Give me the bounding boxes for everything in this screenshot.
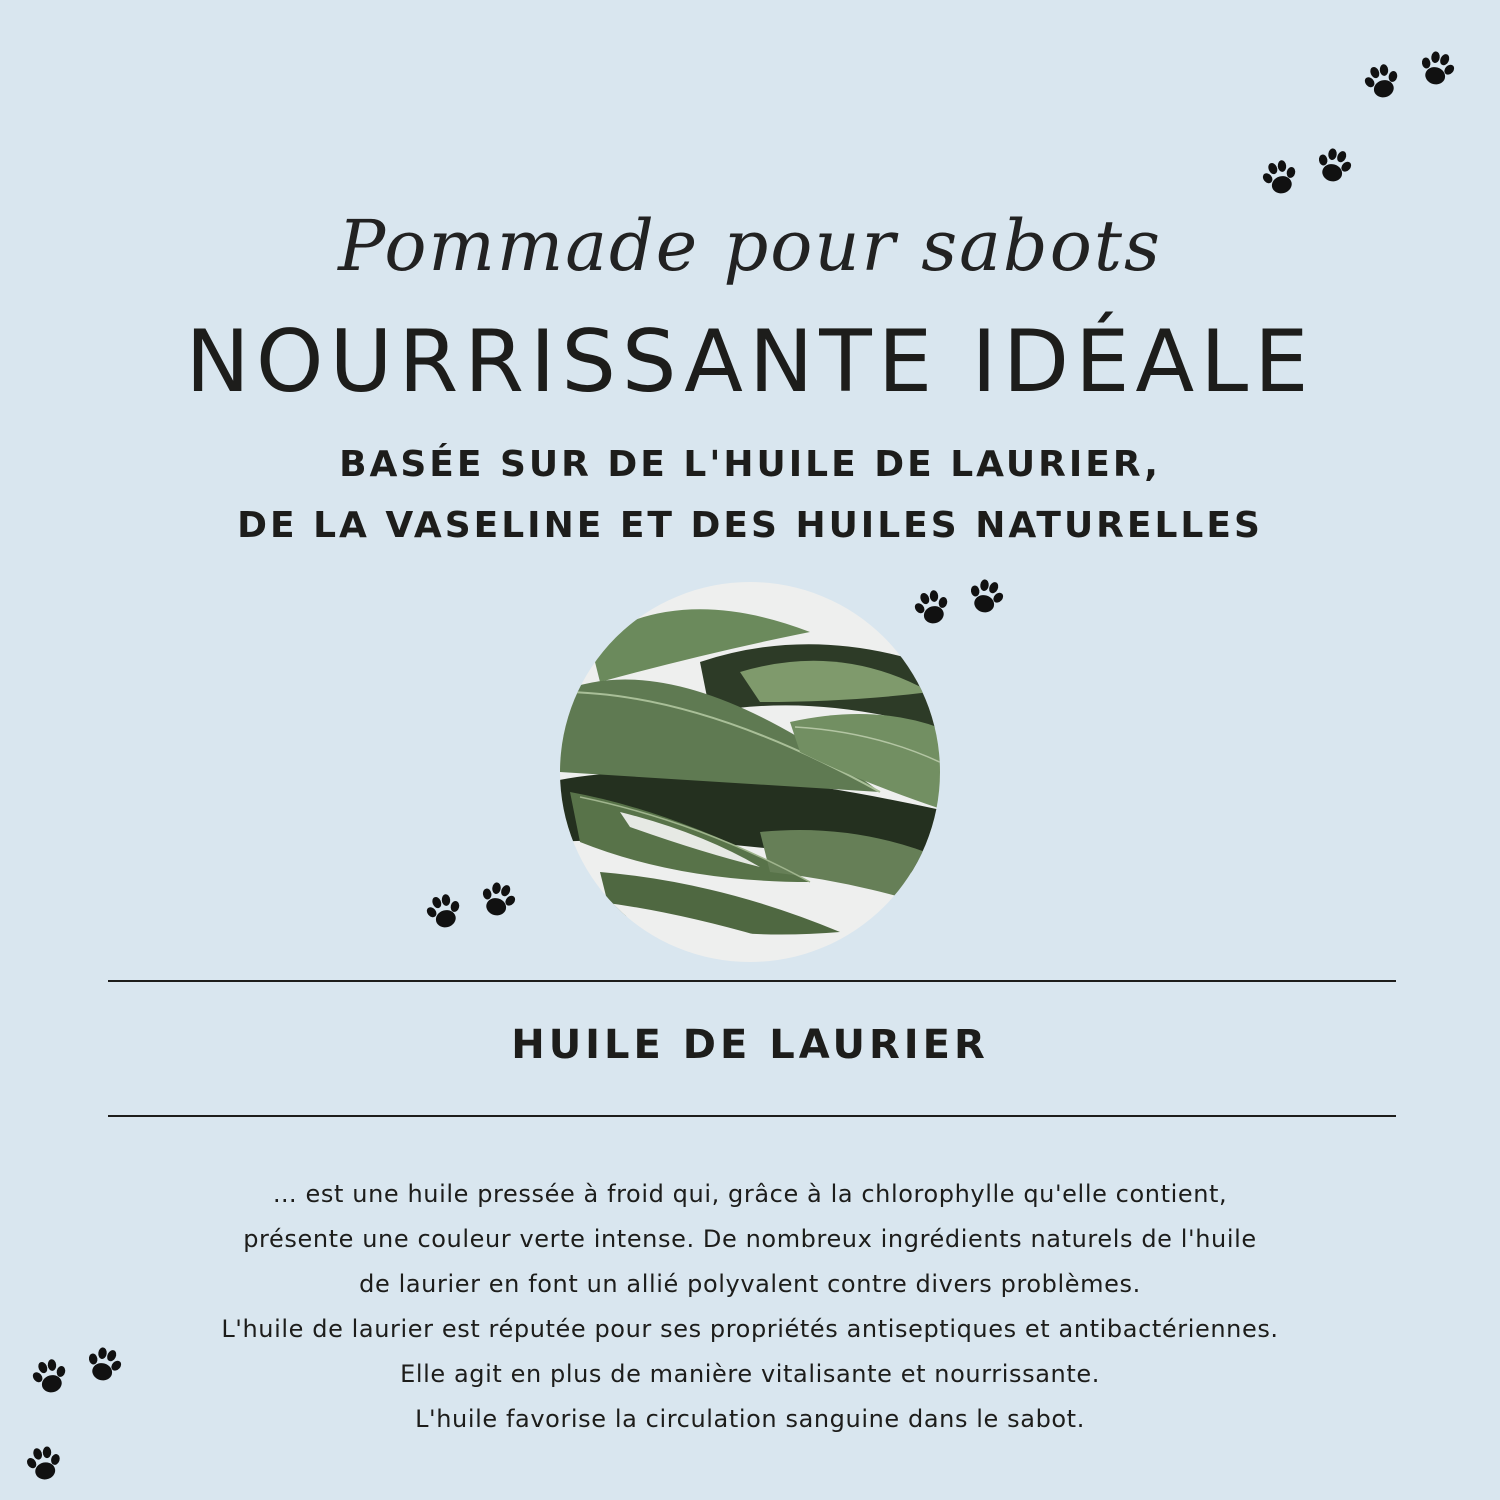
description-line: présente une couleur verte intense. De nombreux ingrédients naturels de l'huile: [243, 1225, 1257, 1253]
description-line: de laurier en font un allié polyvalent contre divers problèmes.: [359, 1270, 1141, 1298]
description-line: Elle agit en plus de manière vitalisante et nourrissante.: [400, 1360, 1100, 1388]
divider-bottom: [108, 1115, 1396, 1117]
paw-print-icon: [24, 1444, 64, 1484]
paw-print-icon: [1260, 158, 1300, 198]
paw-print-icon: [478, 880, 518, 920]
description-line: L'huile favorise la circulation sanguine dans le sabot.: [415, 1405, 1085, 1433]
main-title: NOURRISSANTE IDÉALE: [185, 312, 1315, 412]
paw-print-icon: [1362, 62, 1402, 102]
section-heading: HUILE DE LAURIER: [511, 1022, 989, 1068]
divider-top: [108, 980, 1396, 982]
paw-print-icon: [424, 892, 464, 932]
description-line: L'huile de laurier est réputée pour ses propriétés antiseptiques et antibactériennes.: [221, 1315, 1279, 1343]
bay-leaves-image: [560, 582, 940, 962]
script-title: Pommade pour sabots: [338, 205, 1162, 287]
paw-print-icon: [1417, 49, 1457, 89]
description-text: [0, 1172, 1500, 1442]
description-line: … est une huile pressée à froid qui, grâce à la chlorophylle qu'elle contient,: [272, 1180, 1228, 1208]
paw-print-icon: [966, 577, 1006, 617]
subtitle-line-1: BASÉE SUR DE L'HUILE DE LAURIER,: [339, 444, 1161, 485]
subtitle-line-2: DE LA VASELINE ET DES HUILES NATURELLES: [237, 505, 1263, 546]
paw-print-icon: [1314, 146, 1354, 186]
